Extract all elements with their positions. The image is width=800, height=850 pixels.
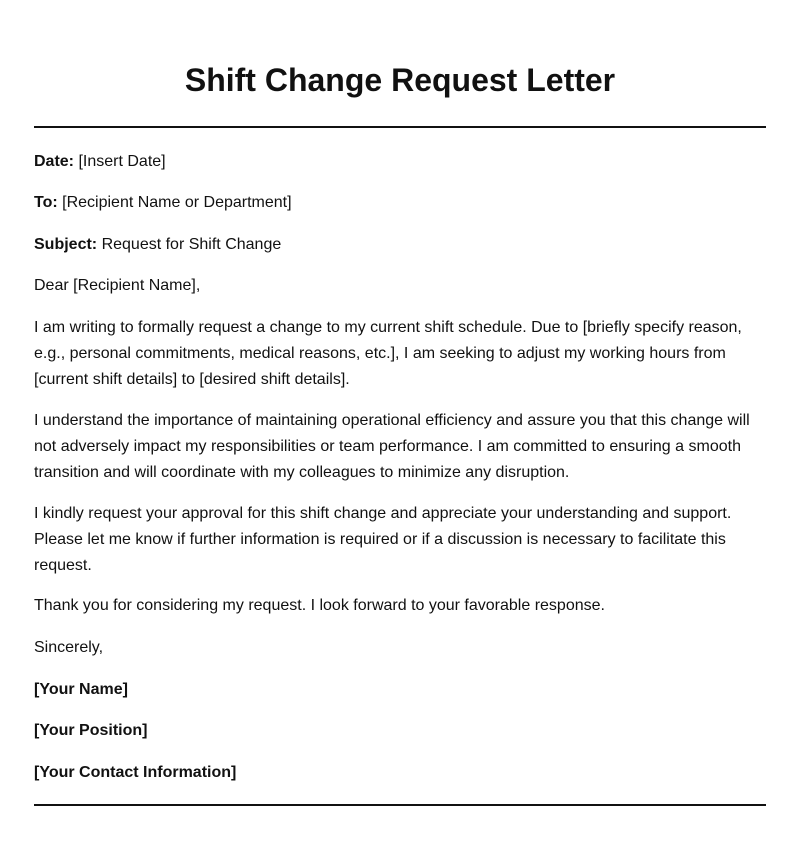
signature-position: [Your Position] bbox=[34, 722, 148, 739]
subject-value: Request for Shift Change bbox=[97, 236, 282, 253]
to-value: [Recipient Name or Department] bbox=[57, 194, 292, 211]
body-paragraph-3: I kindly request your approval for this shift change and appreciate your understanding and support. Please let me know if further information is required or if a discussion is necessary to facilitate this request. bbox=[34, 505, 732, 574]
bottom-divider bbox=[34, 804, 766, 806]
subject-label: Subject: bbox=[34, 236, 98, 253]
top-divider bbox=[34, 126, 766, 128]
salutation: Dear [Recipient Name], bbox=[34, 277, 201, 294]
page-title: Shift Change Request Letter bbox=[184, 62, 616, 98]
to-label: To: bbox=[34, 194, 58, 211]
body-paragraph-4: Thank you for considering my request. I look forward to your favorable response. bbox=[34, 597, 605, 614]
date-value: [Insert Date] bbox=[74, 153, 166, 170]
date-label: Date: bbox=[34, 153, 75, 170]
signature-name: [Your Name] bbox=[34, 681, 128, 698]
closing: Sincerely, bbox=[34, 639, 104, 656]
subject-line bbox=[34, 232, 766, 258]
date-line bbox=[34, 149, 766, 175]
body-paragraph-2: I understand the importance of maintaining operational efficiency and assure you that this change will not adversely impact my responsibilities or team performance. I am committed to ensuring a smooth transition and will coordinate with my colleagues to minimize any disruption. bbox=[34, 412, 750, 481]
to-line bbox=[34, 190, 766, 216]
body-paragraph-1: I am writing to formally request a change to my current shift schedule. Due to [briefly specify reason, e.g., personal commitments, medical reasons, etc.], I am seeking to adjust my working hours from [current shift details] to [desired shift details]. bbox=[34, 319, 742, 388]
signature-contact: [Your Contact Information] bbox=[34, 764, 237, 781]
